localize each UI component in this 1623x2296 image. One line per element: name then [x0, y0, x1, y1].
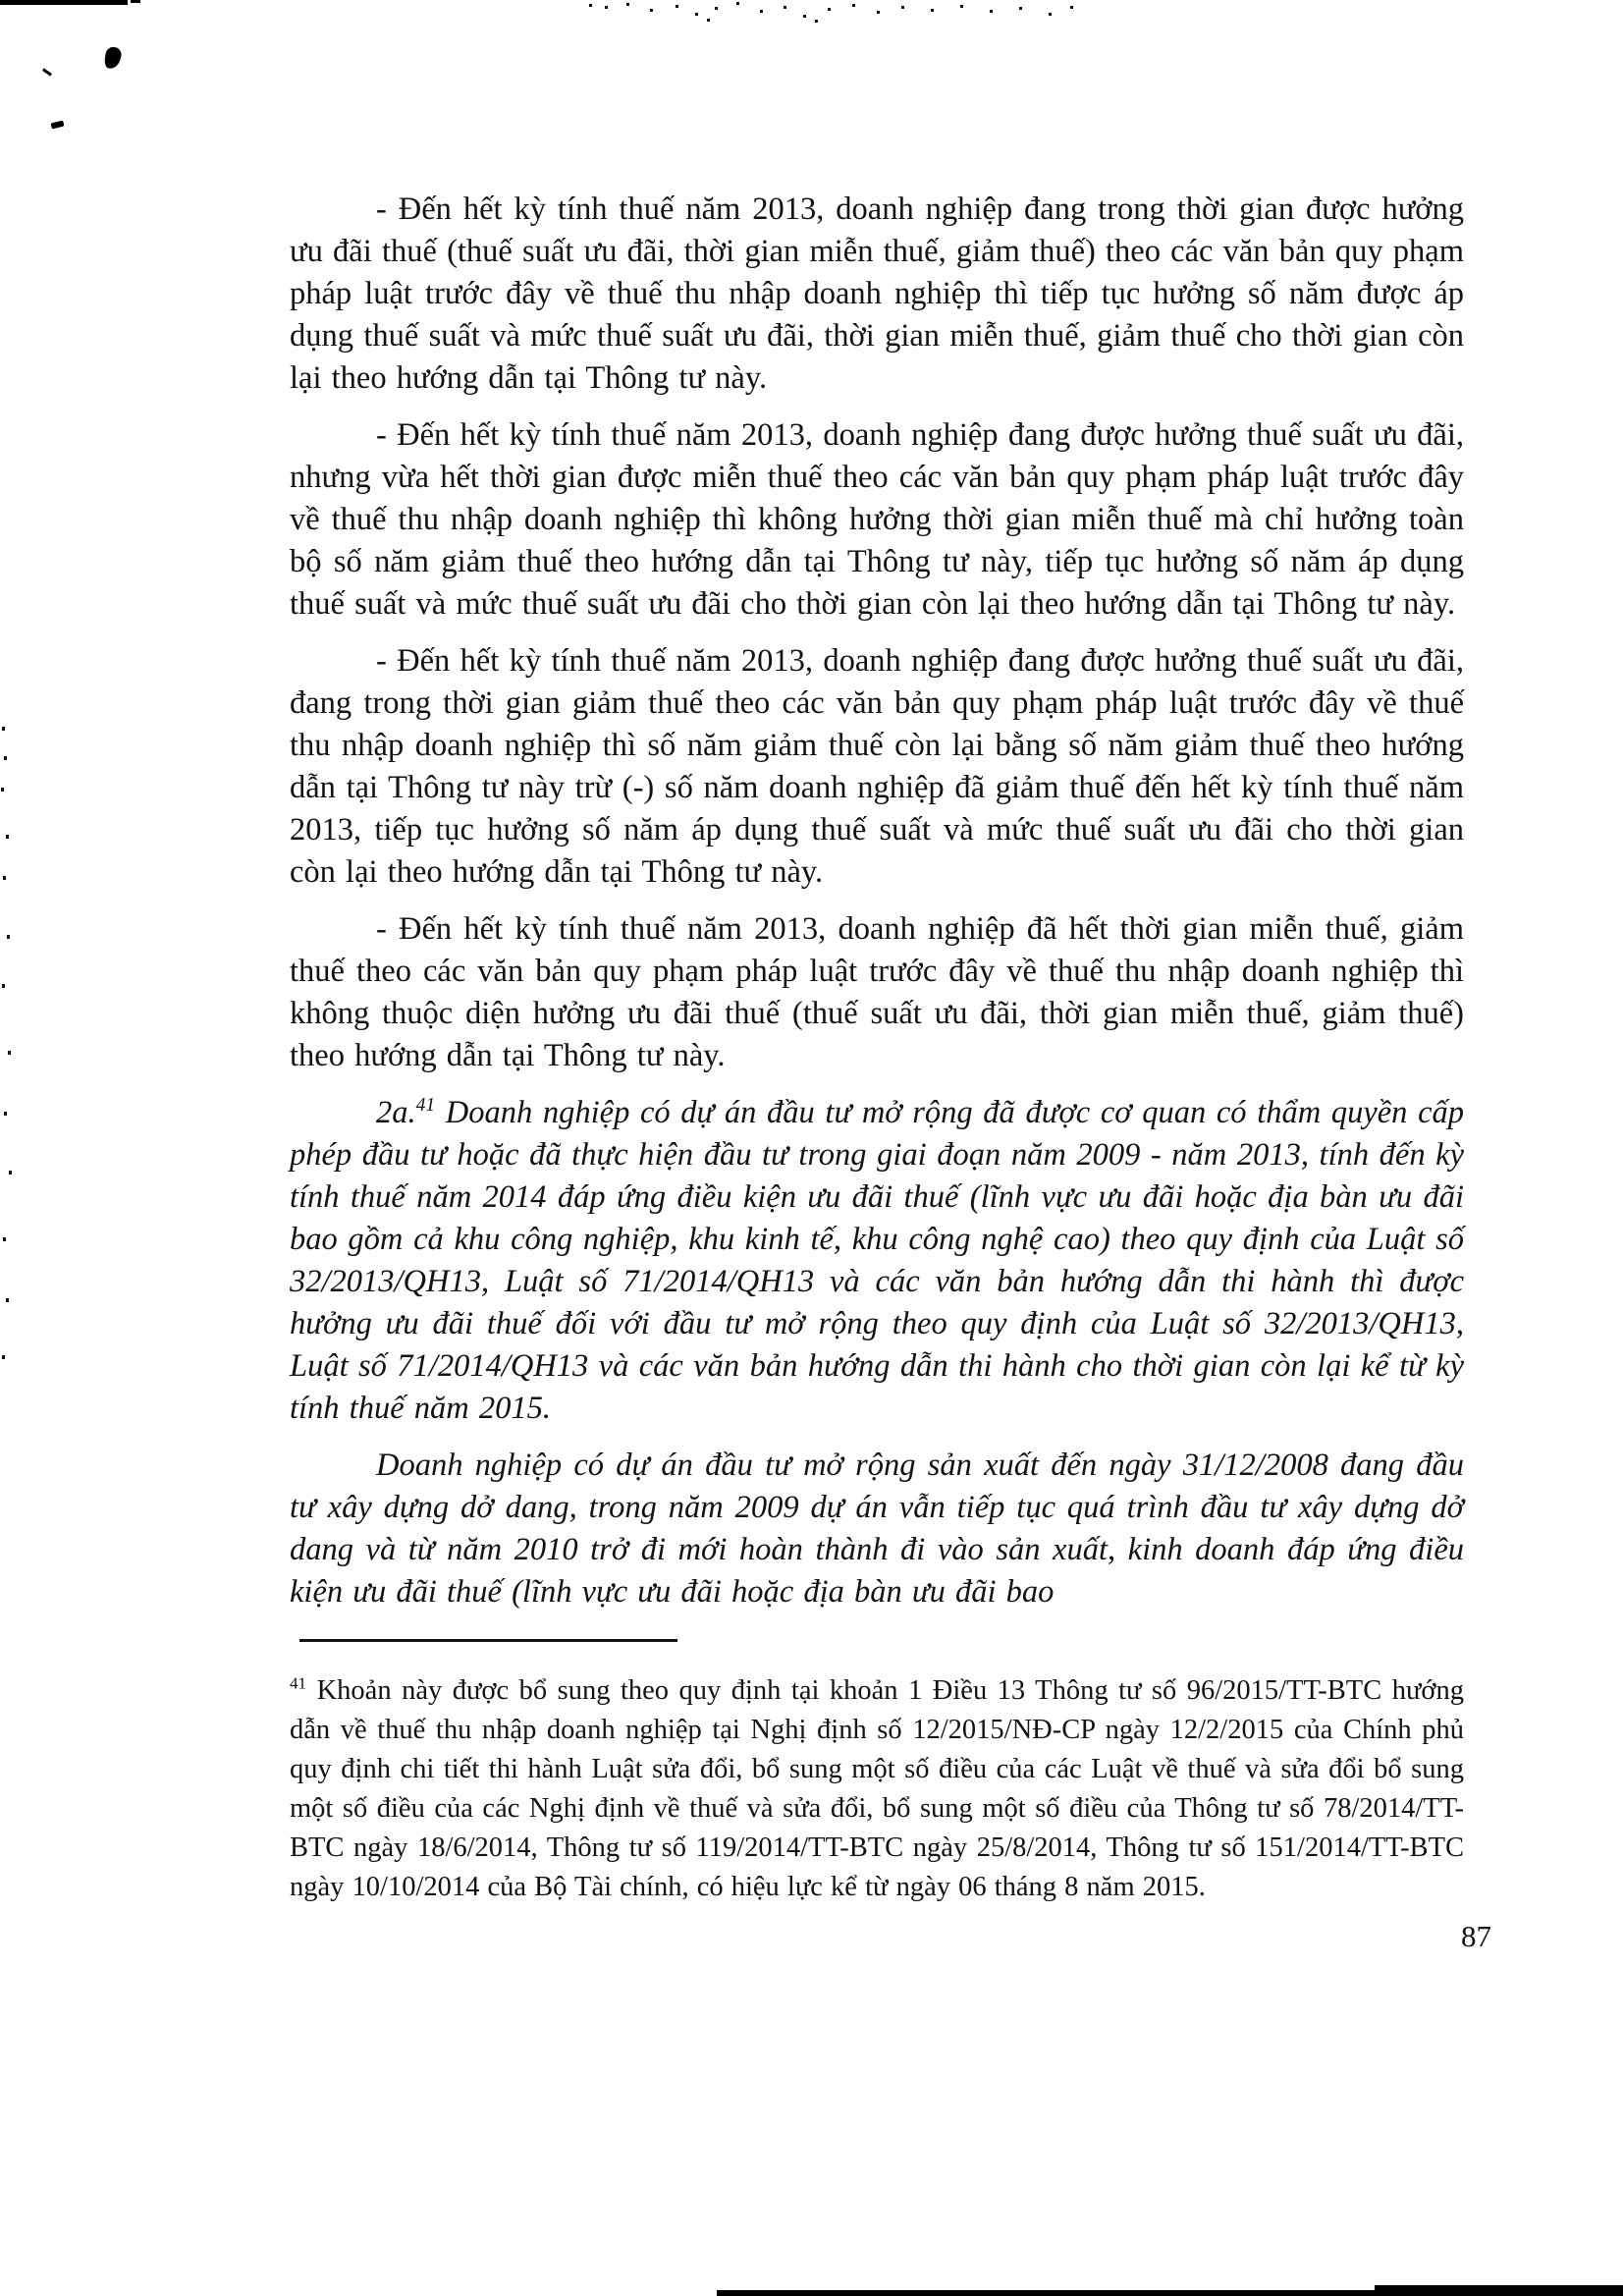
- scan-artifact-left-margin-noise: [2, 727, 5, 731]
- paragraph-tax-period-4: - Đến hết kỳ tính thuế năm 2013, doanh nghiệp đã hết thời gian miễn thuế, giảm thuế theo các văn bản quy phạm pháp luật trước đây về thuế thu nhập doanh nghiệp thì không thuộc diện hưởng ưu đãi thuế (thuế suất ưu đãi, thời gian miễn thuế, giảm thuế) theo hướng dẫn tại Thông tư này.: [290, 911, 1464, 1073]
- paragraph-2a-label: 2a.: [376, 1095, 416, 1130]
- scan-artifact-top-edge-bar: [0, 0, 128, 5]
- scan-artifact-ink-blob: [103, 46, 123, 70]
- scan-artifact-top-speckles: [589, 4, 592, 7]
- scan-artifact-bottom-bar: [717, 2290, 1384, 2296]
- paragraph-tax-period-1: - Đến hết kỳ tính thuế năm 2013, doanh nghiệp đang trong thời gian được hưởng ưu đãi thuế (thuế suất ưu đãi, thời gian miễn thuế, giảm thuế) theo các văn bản quy phạm pháp luật trước đây về thuế thu nhập doanh nghiệp thì tiếp tục hưởng số năm được áp dụng thuế suất và mức thuế suất ưu đãi, thời gian miễn thuế, giảm thuế cho thời gian còn lại theo hướng dẫn tại Thông tư này.: [290, 191, 1464, 396]
- paragraph-2a-text: Doanh nghiệp có dự án đầu tư mở rộng đã được cơ quan có thẩm quyền cấp phép đầu tư hoặc đã thực hiện đầu tư trong giai đoạn năm 2009 - năm 2013, tính đến kỳ tính thuế năm 2014 đáp ứng điều kiện ưu đãi thuế (lĩnh vực ưu đãi hoặc địa bàn ưu đãi bao gồm cả khu công nghiệp, khu kinh tế, khu công nghệ cao) theo quy định của Luật số 32/2013/QH13, Luật số 71/2014/QH13 và các văn bản hướng dẫn thi hành thì được hưởng ưu đãi thuế đối với đầu tư mở rộng theo quy định của Luật số 32/2013/QH13, Luật số 71/2014/QH13 và các văn bản hướng dẫn thi hành cho thời gian còn lại kể từ kỳ tính thuế năm 2015.: [290, 1095, 1464, 1426]
- footnote-separator-line: [299, 1639, 677, 1642]
- scan-artifact-slash-mark: [42, 68, 52, 76]
- page-number: 87: [1461, 1919, 1491, 1953]
- paragraph-tax-period-2: - Đến hết kỳ tính thuế năm 2013, doanh nghiệp đang được hưởng thuế suất ưu đãi, nhưng vừa hết thời gian được miễn thuế theo các văn bản quy phạm pháp luật trước đây về thuế thu nhập doanh nghiệp thì không hưởng thời gian miễn thuế mà chỉ hưởng toàn bộ số năm giảm thuế theo hướng dẫn tại Thông tư này, tiếp tục hưởng số năm áp dụng thuế suất và mức thuế suất ưu đãi cho thời gian còn lại theo hướng dẫn tại Thông tư này.: [290, 417, 1464, 622]
- paragraph-2a: [290, 1092, 1464, 1430]
- footnote-41: [290, 1671, 1464, 1907]
- paragraph-tax-period-3: - Đến hết kỳ tính thuế năm 2013, doanh nghiệp đang được hưởng thuế suất ưu đãi, đang trong thời gian giảm thuế theo các văn bản quy phạm pháp luật trước đây về thuế thu nhập doanh nghiệp thì số năm giảm thuế còn lại bằng số năm giảm thuế theo hướng dẫn tại Thông tư này trừ (-) số năm doanh nghiệp đã giảm thuế đến hết kỳ tính thuế năm 2013, tiếp tục hưởng số năm áp dụng thuế suất và mức thuế suất ưu đãi cho thời gian còn lại theo hướng dẫn tại Thông tư này.: [290, 643, 1464, 890]
- paragraph-expansion-project: Doanh nghiệp có dự án đầu tư mở rộng sản xuất đến ngày 31/12/2008 đang đầu tư xây dựng dở dang, trong năm 2009 dự án vẫn tiếp tục quá trình đầu tư xây dựng dở dang và từ năm 2010 trở đi mới hoàn thành đi vào sản xuất, kinh doanh đáp ứng điều kiện ưu đãi thuế (lĩnh vực ưu đãi hoặc địa bàn ưu đãi bao: [290, 1448, 1464, 1610]
- scan-artifact-tick-mark: [50, 121, 64, 130]
- scan-artifact-top-edge-dots: [131, 0, 140, 3]
- scan-artifact-bottom-bar-thick: [1375, 2285, 1623, 2296]
- footnote-marker-41: 41: [290, 1673, 307, 1693]
- footnote-41-text: Khoản này được bổ sung theo quy định tại khoản 1 Điều 13 Thông tư số 96/2015/TT-BTC hướng dẫn về thuế thu nhập doanh nghiệp tại Nghị định số 12/2015/NĐ-CP ngày 12/2/2015 của Chính phủ quy định chi tiết thi hành Luật sửa đổi, bổ sung một số điều của các Luật về thuế và sửa đổi bổ sung một số điều của các Nghị định về thuế và sửa đổi, bổ sung một số điều của Thông tư số 78/2014/TT-BTC ngày 18/6/2014, Thông tư số 119/2014/TT-BTC ngày 25/8/2014, Thông tư số 151/2014/TT-BTC ngày 10/10/2014 của Bộ Tài chính, có hiệu lực kể từ ngày 06 tháng 8 năm 2015.: [290, 1675, 1464, 1902]
- footnote-reference-41: 41: [415, 1095, 436, 1117]
- page-body: [290, 189, 1491, 1954]
